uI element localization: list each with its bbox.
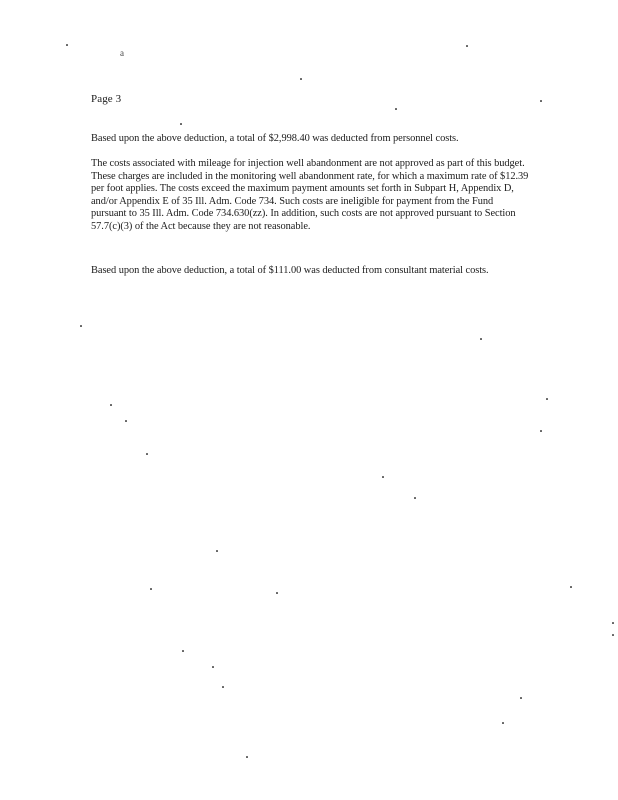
scan-speck: [182, 650, 184, 652]
scan-speck: [216, 550, 218, 552]
scan-speck: [180, 123, 182, 125]
scan-speck: [612, 634, 614, 636]
scan-speck: [570, 586, 572, 588]
scan-speck: [212, 666, 214, 668]
scan-speck: [146, 453, 148, 455]
scan-speck: [540, 430, 542, 432]
scan-speck: [246, 756, 248, 758]
scan-speck: [466, 45, 468, 47]
corner-mark: a: [120, 48, 124, 58]
scan-speck: [414, 497, 416, 499]
scan-speck: [546, 398, 548, 400]
scan-speck: [300, 78, 302, 80]
scan-speck: [480, 338, 482, 340]
scan-speck: [276, 592, 278, 594]
paragraph-personnel-deduction: Based upon the above deduction, a total of $2,998.40 was deducted from personnel costs.: [91, 133, 459, 144]
scan-speck: [222, 686, 224, 688]
paragraph-mileage-costs: The costs associated with mileage for injection well abandonment are not approved as part of this budget. These charges are included in the monitoring well abandonment rate, for which a maximum rate of $12.39 per foot applies. The costs exceed the maximum payment amounts set forth in Subpart H, Appendix D, and/or Appendix E of 35 Ill. Adm. Code 734. Such costs are ineligible for payment from the Fund pursuant to 35 Ill. Adm. Code 734.630(zz). In addition, such costs are not approved pursuant to Section 57.7(c)(3) of the Act because they are not reasonable.: [91, 158, 529, 232]
scan-speck: [125, 420, 127, 422]
scan-speck: [382, 476, 384, 478]
scan-speck: [395, 108, 397, 110]
page-number: Page 3: [91, 93, 122, 105]
scan-speck: [150, 588, 152, 590]
scan-speck: [502, 722, 504, 724]
scan-speck: [80, 325, 82, 327]
scan-speck: [540, 100, 542, 102]
scan-speck: [110, 404, 112, 406]
scan-speck: [66, 44, 68, 46]
scan-speck: [612, 622, 614, 624]
scan-speck: [520, 697, 522, 699]
paragraph-material-deduction: Based upon the above deduction, a total of $111.00 was deducted from consultant material costs.: [91, 265, 489, 276]
